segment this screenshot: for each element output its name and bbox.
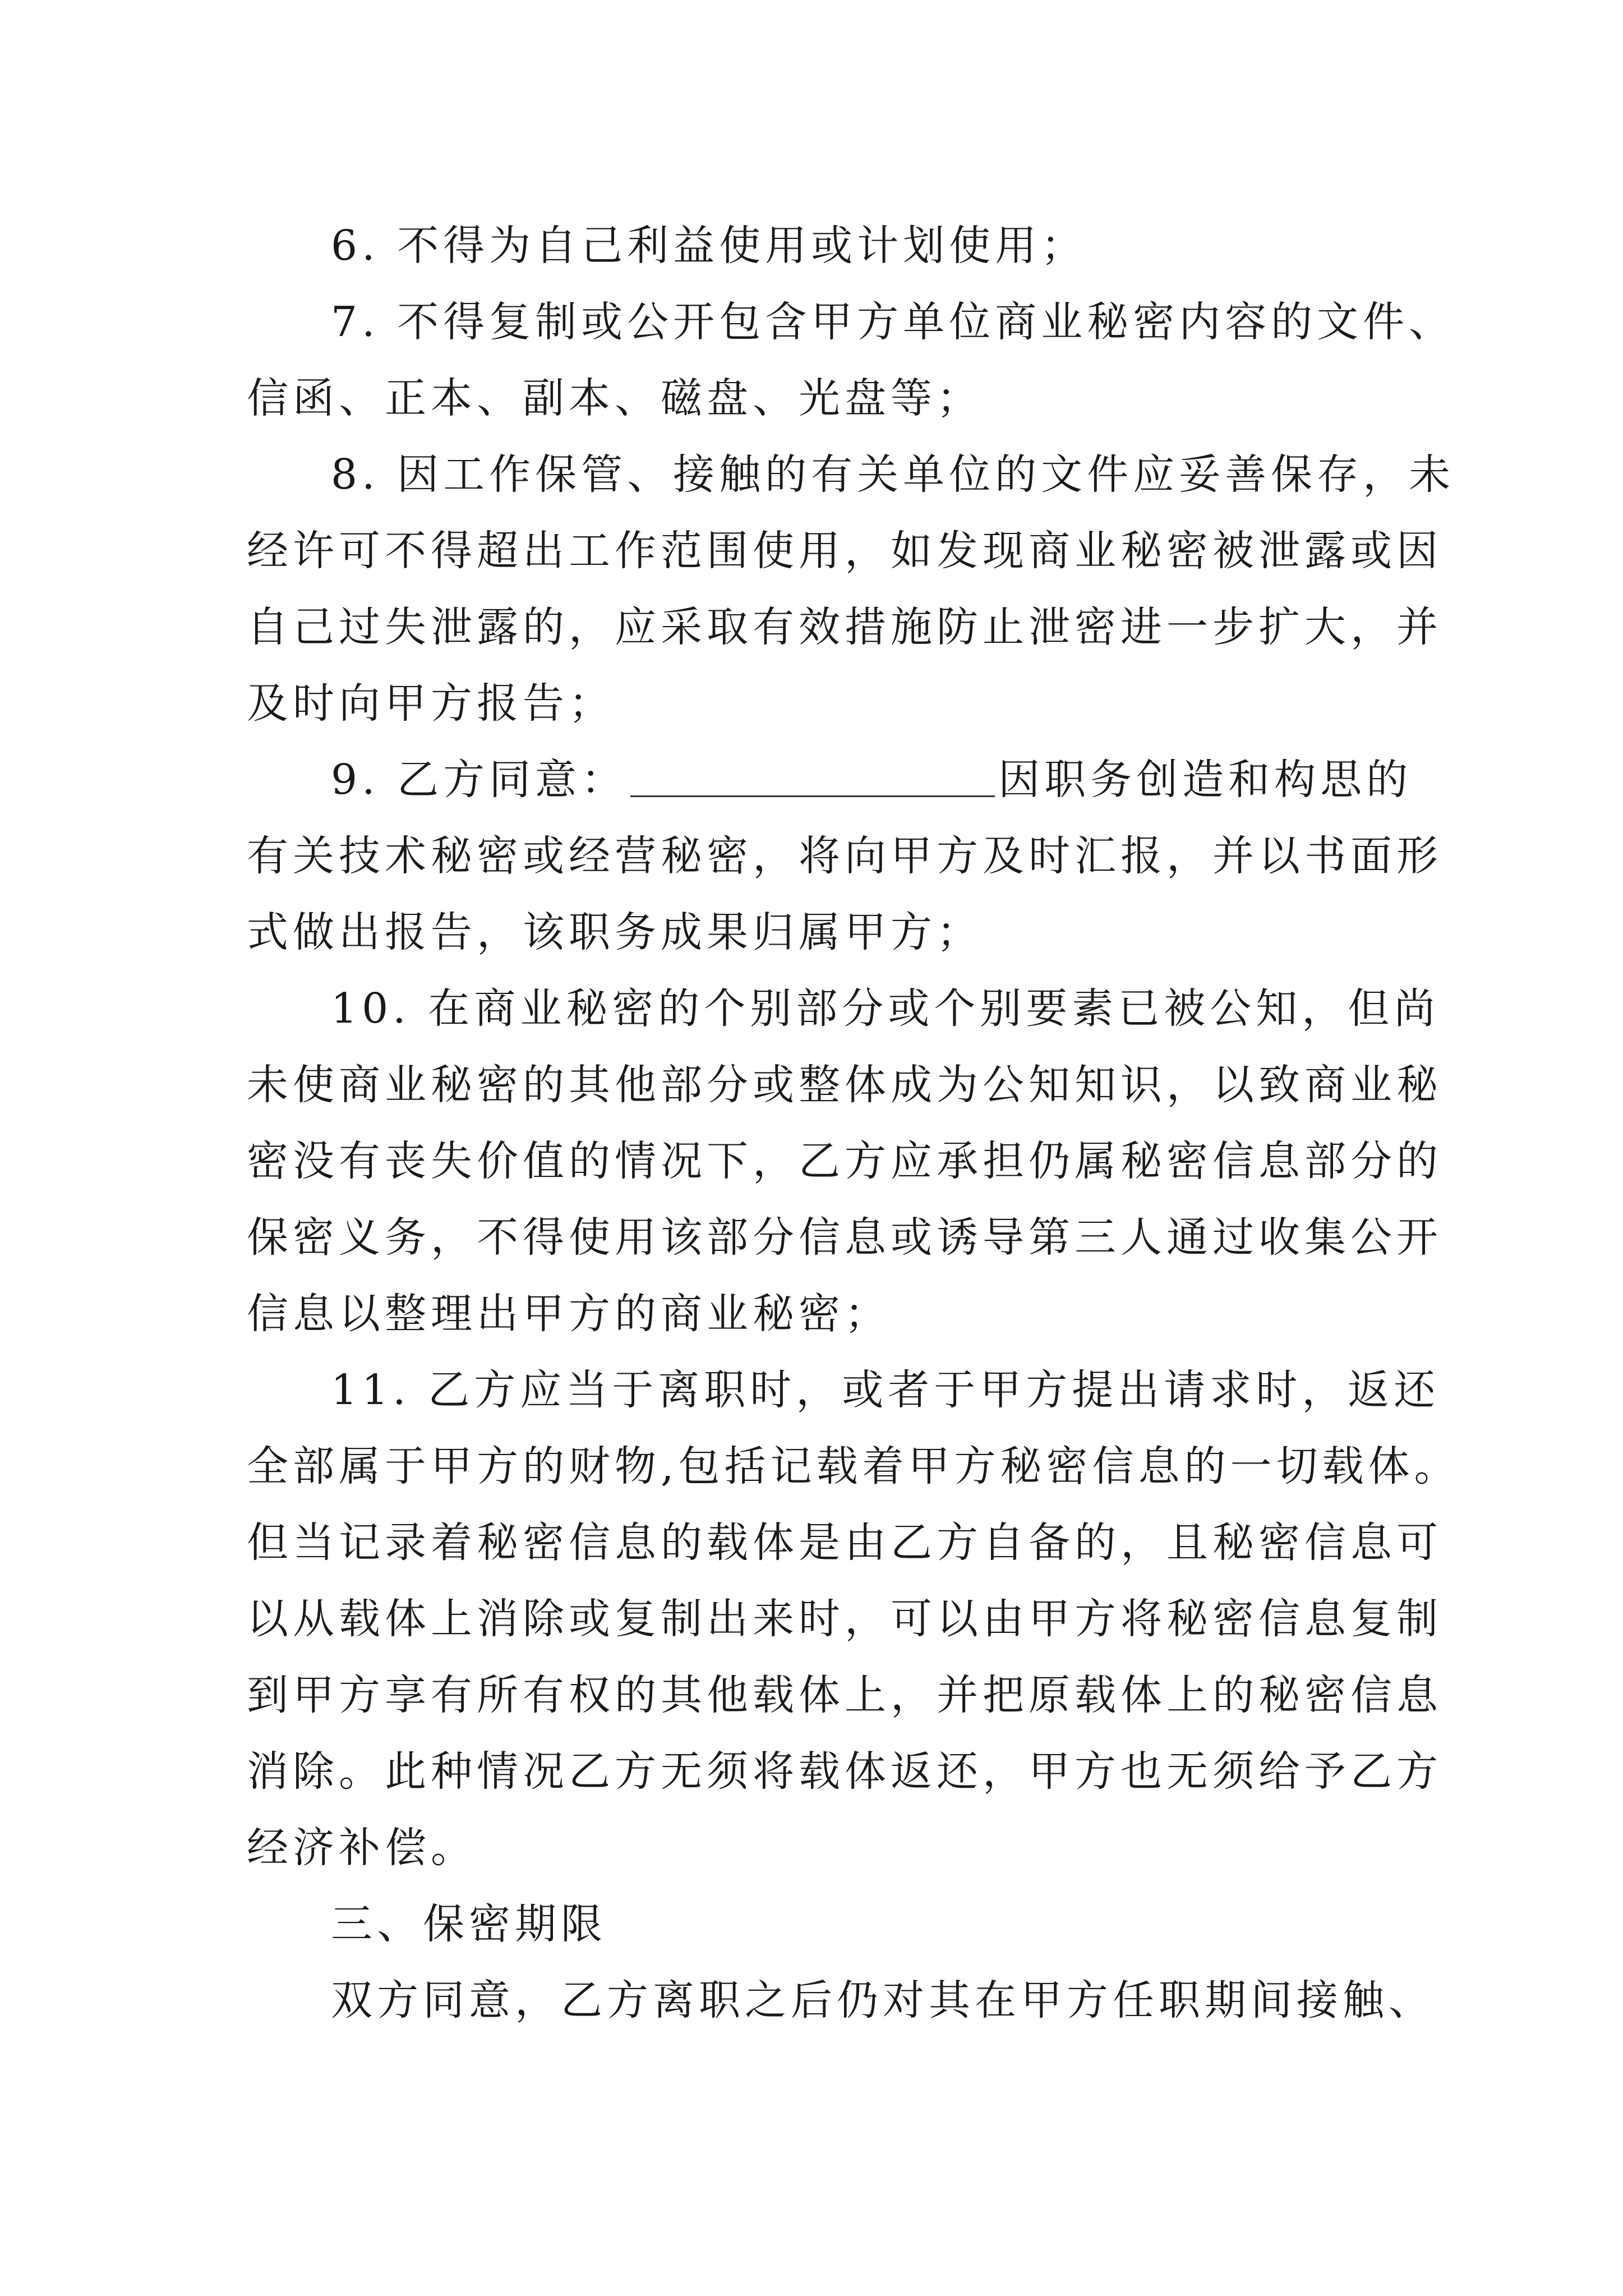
text-line: 全部属于甲方的财物,包括记载着甲方秘密信息的一切载体。 bbox=[247, 1442, 1460, 1490]
text-line: 信函、正本、副本、磁盘、光盘等； bbox=[247, 374, 983, 422]
text-line: 有关技术秘密或经营秘密，将向甲方及时汇报，并以书面形 bbox=[247, 832, 1442, 880]
text-line: 双方同意，乙方离职之后仍对其在甲方任职期间接触、 bbox=[331, 1976, 1435, 2024]
text-line: 6. 不得为自己利益使用或计划使用； bbox=[331, 222, 1087, 270]
text-line: 密没有丧失价值的情况下，乙方应承担仍属秘密信息部分的 bbox=[247, 1137, 1442, 1185]
text-line: 经许可不得超出工作范围使用，如发现商业秘密被泄露或因 bbox=[247, 527, 1442, 575]
text-line: 经济补偿。 bbox=[247, 1824, 477, 1872]
text-line: 信息以整理出甲方的商业秘密； bbox=[247, 1290, 891, 1338]
text-line: 三、保密期限 bbox=[331, 1900, 607, 1948]
text-line: 及时向甲方报告； bbox=[247, 679, 615, 728]
text-line: 自己过失泄露的，应采取有效措施防止泄密进一步扩大，并 bbox=[247, 603, 1442, 651]
text-line bbox=[247, 742, 1413, 818]
text-line: 但当记录着秘密信息的载体是由乙方自备的，且秘密信息可 bbox=[247, 1519, 1442, 1567]
text-line: 11. 乙方应当于离职时，或者于甲方提出请求时，返还 bbox=[331, 1366, 1440, 1414]
text-line: 以从载体上消除或复制出来时，可以由甲方将秘密信息复制 bbox=[247, 1595, 1442, 1643]
text-line: 式做出报告，该职务成果归属甲方； bbox=[247, 908, 983, 956]
line-prefix: 9. 乙方同意： bbox=[331, 756, 628, 804]
text-line: 消除。此种情况乙方无须将载体返还，甲方也无须给予乙方 bbox=[247, 1747, 1442, 1796]
text-line: 未使商业秘密的其他部分或整体成为公知知识，以致商业秘 bbox=[247, 1061, 1442, 1109]
text-line: 到甲方享有所有权的其他载体上，并把原载体上的秘密信息 bbox=[247, 1671, 1442, 1719]
text-line: 10. 在商业秘密的个别部分或个别要素已被公知，但尚 bbox=[331, 984, 1440, 1033]
fill-in-blank[interactable] bbox=[630, 762, 995, 797]
line-suffix: 因职务创造和构思的 bbox=[998, 756, 1413, 804]
text-line: 8. 因工作保管、接触的有关单位的文件应妥善保存，未 bbox=[331, 450, 1455, 499]
text-line: 7. 不得复制或公开包含甲方单位商业秘密内容的文件、 bbox=[331, 298, 1455, 346]
document-body bbox=[247, 208, 1460, 2039]
text-line: 保密义务，不得使用该部分信息或诱导第三人通过收集公开 bbox=[247, 1213, 1442, 1262]
